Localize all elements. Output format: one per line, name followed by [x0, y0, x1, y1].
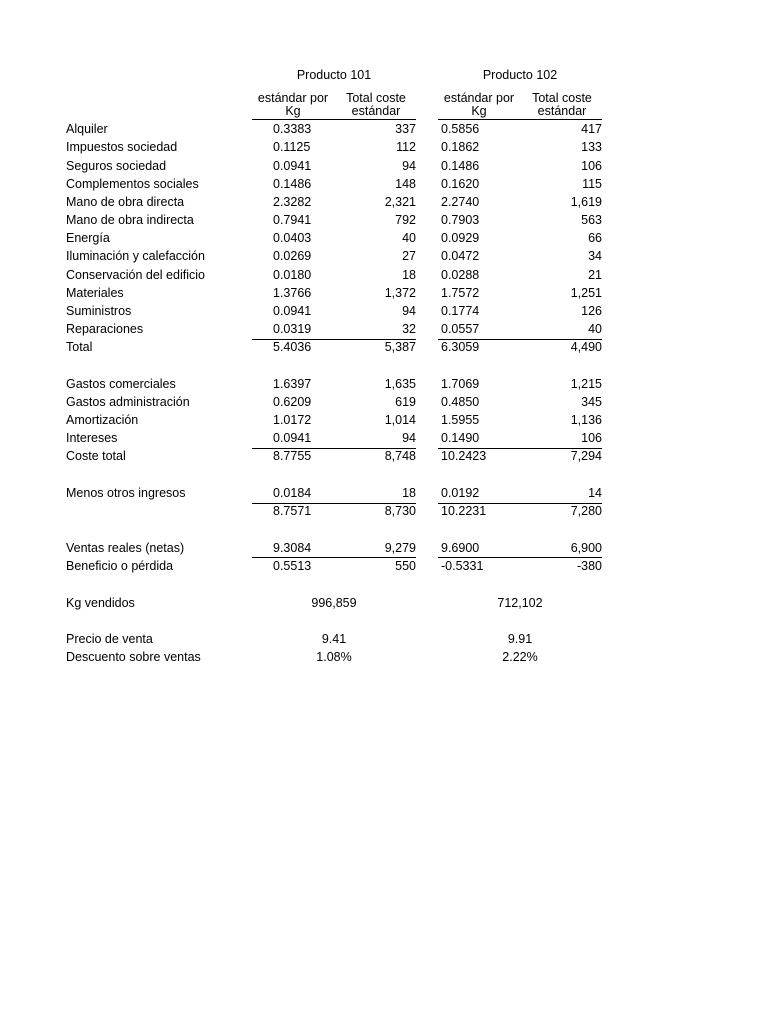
row-label: Total: [66, 340, 93, 354]
cell-a-total: 27: [402, 249, 416, 263]
cell-b-per-kg: 9.6900: [441, 541, 480, 555]
cell-a-per-kg: 8.7755: [273, 449, 312, 463]
row-label: Gastos administración: [66, 395, 190, 409]
cell-b-per-kg: 0.4850: [441, 395, 480, 409]
cell-b-per-kg: -0.5331: [441, 559, 484, 573]
summary-label: Precio de venta: [66, 632, 153, 646]
header-underline-a: [252, 119, 416, 120]
cell-a-total: 1,372: [384, 286, 416, 300]
summary-label: Descuento sobre ventas: [66, 650, 201, 664]
cell-a-total: 94: [402, 304, 416, 318]
cell-b-per-kg: 0.1774: [441, 304, 480, 318]
cell-b-per-kg: 1.5955: [441, 413, 480, 427]
cell-b-total: 106: [581, 431, 602, 445]
header-underline-b: [438, 119, 602, 120]
cell-b-per-kg: 0.5856: [441, 122, 480, 136]
row-label: Alquiler: [66, 122, 108, 136]
cell-a-total: 337: [395, 122, 416, 136]
cell-b-total: 21: [588, 268, 602, 282]
cell-b-per-kg: 0.7903: [441, 213, 480, 227]
cell-b-total: 1,251: [570, 286, 602, 300]
cell-a-per-kg: 0.0319: [273, 322, 312, 336]
row-label: Seguros sociedad: [66, 159, 167, 173]
cell-a-per-kg: 9.3084: [273, 541, 312, 555]
cell-a-per-kg: 8.7571: [273, 504, 312, 518]
row-label: Mano de obra directa: [66, 195, 185, 209]
cell-b-total: -380: [576, 559, 602, 573]
cell-a-total: 1,014: [384, 413, 416, 427]
row-label: Suministros: [66, 304, 132, 318]
cell-b-per-kg: 0.0192: [441, 486, 480, 500]
total-rule-a: [252, 339, 416, 340]
cell-a-total: 2,321: [384, 195, 416, 209]
summary-value-b: 9.91: [507, 632, 533, 646]
cell-a-total: 550: [395, 559, 416, 573]
cell-a-total: 5,387: [384, 340, 416, 354]
cell-a-per-kg: 0.0403: [273, 231, 312, 245]
cell-a-total: 792: [395, 213, 416, 227]
cell-b-total: 115: [582, 177, 602, 191]
row-label: Ventas reales (netas): [66, 541, 185, 555]
row-label: Mano de obra indirecta: [66, 213, 194, 227]
cell-b-per-kg: 2.2740: [441, 195, 480, 209]
summary-label: Kg vendidos: [66, 596, 135, 610]
cell-b-total: 66: [588, 231, 602, 245]
net-cost-rule-b: [438, 503, 602, 504]
cell-a-total: 8,748: [384, 449, 416, 463]
cell-a-total: 9,279: [384, 541, 416, 555]
cell-a-total: 619: [395, 395, 416, 409]
cell-b-per-kg: 0.0557: [441, 322, 480, 336]
cell-a-total: 148: [395, 177, 416, 191]
cell-b-total: 106: [581, 159, 602, 173]
cell-a-total: 112: [396, 140, 416, 154]
cell-b-total: 1,215: [570, 377, 602, 391]
row-label: Coste total: [66, 449, 126, 463]
cell-b-total: 1,619: [570, 195, 602, 209]
cell-a-per-kg: 1.6397: [273, 377, 312, 391]
cell-b-total: 126: [581, 304, 602, 318]
cell-b-per-kg: 0.0288: [441, 268, 480, 282]
row-label: Amortización: [66, 413, 139, 427]
cell-b-total: 4,490: [570, 340, 602, 354]
coste-total-rule-a: [252, 448, 416, 449]
row-label: Conservación del edificio: [66, 268, 205, 282]
cell-b-per-kg: 0.1486: [441, 159, 480, 173]
row-label: Energía: [66, 231, 110, 245]
cell-a-per-kg: 0.1125: [273, 140, 311, 154]
cell-a-per-kg: 2.3282: [273, 195, 312, 209]
header-producto-102: Producto 102: [482, 68, 558, 82]
coste-total-rule-b: [438, 448, 602, 449]
subheader-b-total: Total coste estándar: [532, 91, 592, 118]
profit-rule-b: [438, 557, 602, 558]
row-label: Beneficio o pérdida: [66, 559, 174, 573]
cell-b-per-kg: 6.3059: [441, 340, 480, 354]
summary-value-a: 996,859: [311, 596, 357, 610]
cell-a-total: 18: [402, 268, 416, 282]
profit-rule-a: [252, 557, 416, 558]
summary-value-b: 2.22%: [502, 650, 538, 664]
cell-a-per-kg: 1.0172: [273, 413, 312, 427]
cell-a-per-kg: 1.3766: [273, 286, 312, 300]
cell-a-per-kg: 0.5513: [273, 559, 312, 573]
cell-a-per-kg: 0.6209: [273, 395, 312, 409]
cell-b-per-kg: 0.1490: [441, 431, 480, 445]
cell-a-total: 40: [402, 231, 416, 245]
cell-b-per-kg: 0.1620: [441, 177, 480, 191]
row-label: Complementos sociales: [66, 177, 199, 191]
row-label: Impuestos sociedad: [66, 140, 178, 154]
cell-b-per-kg: 10.2423: [441, 449, 487, 463]
cell-a-per-kg: 0.1486: [273, 177, 312, 191]
cell-a-per-kg: 0.0269: [273, 249, 312, 263]
cell-b-total: 133: [581, 140, 602, 154]
cell-b-total: 34: [588, 249, 602, 263]
cell-a-per-kg: 0.0184: [273, 486, 312, 500]
row-label: Materiales: [66, 286, 124, 300]
cell-b-total: 417: [581, 122, 602, 136]
summary-value-a: 9.41: [321, 632, 347, 646]
cell-b-per-kg: 0.0929: [441, 231, 480, 245]
cell-b-per-kg: 10.2231: [441, 504, 487, 518]
cell-b-total: 6,900: [570, 541, 602, 555]
cell-a-total: 32: [402, 322, 416, 336]
summary-value-b: 712,102: [497, 596, 543, 610]
cell-a-total: 18: [402, 486, 416, 500]
cell-b-total: 7,280: [570, 504, 602, 518]
cell-a-per-kg: 0.0180: [273, 268, 312, 282]
cell-a-per-kg: 0.0941: [273, 304, 312, 318]
cell-b-total: 563: [581, 213, 602, 227]
cell-a-total: 94: [402, 159, 416, 173]
cell-b-total: 7,294: [570, 449, 602, 463]
row-label: Iluminación y calefacción: [66, 249, 205, 263]
cell-a-per-kg: 0.7941: [273, 213, 312, 227]
cell-a-per-kg: 5.4036: [273, 340, 312, 354]
cell-a-per-kg: 0.0941: [273, 159, 312, 173]
total-rule-b: [438, 339, 602, 340]
cell-b-per-kg: 1.7572: [441, 286, 480, 300]
cell-b-total: 40: [588, 322, 602, 336]
cell-b-per-kg: 0.0472: [441, 249, 480, 263]
row-label: Menos otros ingresos: [66, 486, 186, 500]
cell-a-total: 8,730: [384, 504, 416, 518]
cell-a-total: 1,635: [384, 377, 416, 391]
row-label: Intereses: [66, 431, 118, 445]
summary-value-a: 1.08%: [316, 650, 352, 664]
cell-b-per-kg: 0.1862: [441, 140, 480, 154]
cell-b-total: 345: [581, 395, 602, 409]
cell-b-per-kg: 1.7069: [441, 377, 480, 391]
cell-b-total: 1,136: [570, 413, 602, 427]
subheader-a-per-kg: estándar por Kg: [257, 91, 329, 118]
cell-a-per-kg: 0.0941: [273, 431, 312, 445]
header-producto-101: Producto 101: [296, 68, 372, 82]
cell-a-per-kg: 0.3383: [273, 122, 312, 136]
cell-b-total: 14: [588, 486, 602, 500]
subheader-b-per-kg: estándar por Kg: [443, 91, 515, 118]
net-cost-rule-a: [252, 503, 416, 504]
subheader-a-total: Total coste estándar: [346, 91, 406, 118]
cell-a-total: 94: [402, 431, 416, 445]
row-label: Gastos comerciales: [66, 377, 176, 391]
row-label: Reparaciones: [66, 322, 144, 336]
